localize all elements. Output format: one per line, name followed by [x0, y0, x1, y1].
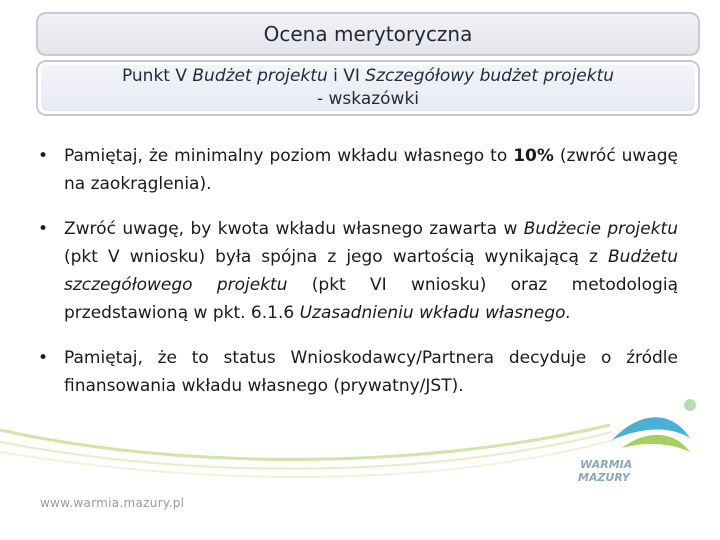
bullet-text: Pamiętaj, że minimalny poziom wkładu własnego to — [64, 146, 514, 166]
bullet-bold: 10% — [513, 146, 554, 166]
bullet-icon: • — [38, 219, 49, 239]
svg-text:MAZURY: MAZURY — [578, 471, 630, 484]
subtitle-line-2: - wskazówki — [316, 89, 420, 109]
bullet-icon: • — [38, 348, 49, 368]
bullet-text: (pkt VI wniosku) oraz metodologią przedstawioną w pkt. 6.1.6 — [64, 275, 678, 323]
bullet-icon: • — [38, 146, 49, 166]
subtitle-text: Punkt V — [121, 66, 193, 86]
bullet-text: Pamiętaj, że to status Wnioskodawcy/Partnera decyduje o źródle finansowania wkładu własnego (prywatny/JST). — [64, 348, 678, 396]
page-title: Ocena merytoryczna — [263, 22, 473, 46]
bullet-italic: Budżetu szczegółowego projektu — [64, 247, 678, 295]
subtitle-italic: Budżet projektu — [192, 66, 328, 86]
bullet-text: (zwróć uwagę na zaokrąglenia). — [64, 146, 678, 194]
bullet-italic: Uzasadnieniu wkładu własnego. — [299, 303, 571, 323]
bullet-text: Zwróć uwagę, by kwota wkładu własnego zawarta w — [64, 219, 524, 239]
subtitle-italic: Szczegółowy budżet projektu — [365, 66, 615, 86]
subtitle-text: i VI — [327, 66, 366, 86]
bullet-text: (pkt V wniosku) była spójna z jego wartością wynikającą z — [64, 247, 608, 267]
bullet-italic: Budżecie projektu — [523, 219, 678, 239]
svg-text:WARMIA: WARMIA — [580, 458, 633, 471]
footer-url: www.warmia.mazury.pl — [40, 496, 185, 510]
